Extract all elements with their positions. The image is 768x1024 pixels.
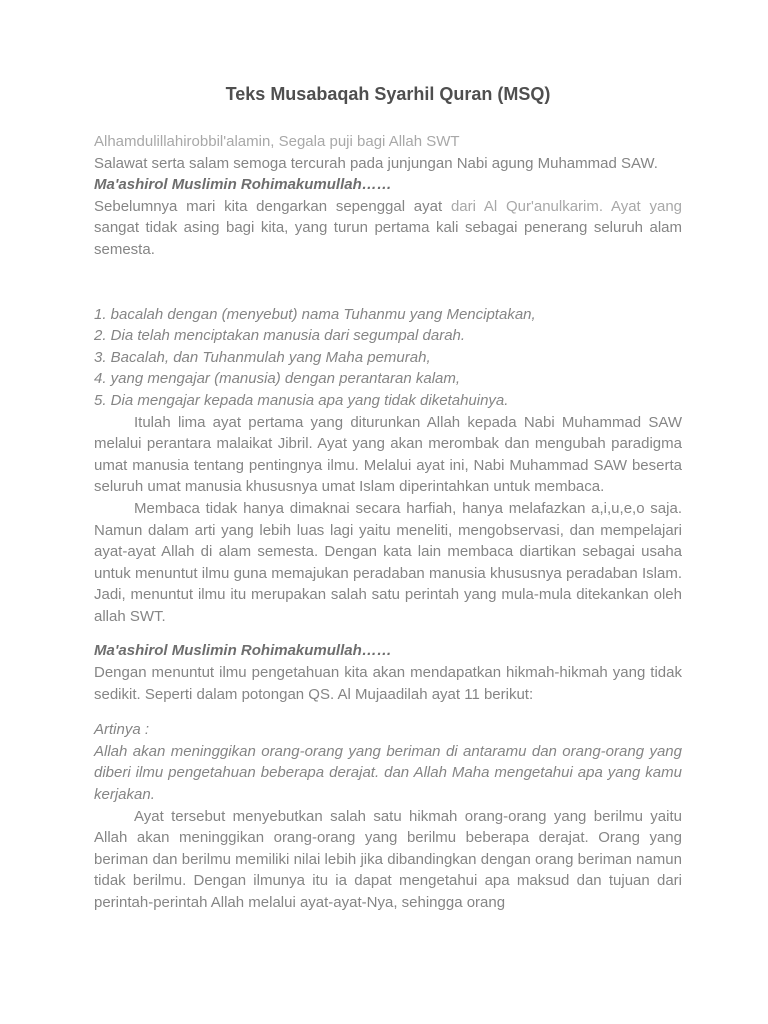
verse-line-1: 1. bacalah dengan (menyebut) nama Tuhanmu yang Menciptakan, <box>94 305 536 323</box>
explanation-paragraph-1: Itulah lima ayat pertama yang diturunkan Allah kepada Nabi Muhammad SAW melalui perantara malaikat Jibril. Ayat yang akan merombak dan mengubah paradigma umat manusia tentang pentingnya ilmu. Melalui ayat ini, Nabi Muhammad SAW beserta seluruh umat manusia khususnya umat Islam diperintahkan untuk membaca. <box>94 413 682 496</box>
verse-line-2: 2. Dia telah menciptakan manusia dari segumpal darah. <box>94 327 466 345</box>
quran-verse-list <box>94 304 682 412</box>
artinya-label: Artinya : <box>94 721 150 739</box>
hikmah-paragraph: Dengan menuntut ilmu pengetahuan kita akan mendapatkan hikmah-hikmah yang tidak sedikit. Seperti dalam potongan QS. Al Mujaadilah ayat 11 berikut: <box>94 664 682 703</box>
verse-translation: Allah akan meninggikan orang-orang yang beriman di antaramu dan orang-orang yang diberi ilmu pengetahuan beberapa derajat. dan Allah Maha mengetahui apa yang kamu kerjakan. <box>94 742 682 804</box>
intro-segment-3: sangat tidak asing bagi kita, yang turun pertama kali sebagai penerang seluruh alam semesta. <box>94 219 682 258</box>
audience-greeting-1: Ma'ashirol Muslimin Rohimakumullah…… <box>94 176 392 194</box>
verse-line-3: 3. Bacalah, dan Tuhanmulah yang Maha pemurah, <box>94 348 431 366</box>
verse-line-5: 5. Dia mengajar kepada manusia apa yang tidak diketahuinya. <box>94 391 509 409</box>
opening-line: Alhamdulillahirobbil'alamin, Segala puji bagi Allah SWT <box>94 133 460 150</box>
intro-segment-2: dari Al Qur'anulkarim. Ayat yang <box>450 197 683 215</box>
audience-greeting-2: Ma'ashirol Muslimin Rohimakumullah…… <box>94 642 392 660</box>
explanation-paragraph-2: Membaca tidak hanya dimaknai secara harfiah, hanya melafazkan a,i,u,e,o saja. Namun dalam arti yang lebih luas lagi yaitu meneliti, mengobservasi, dan mempelajari ayat-ayat Allah di alam semesta. Dengan kata lain membaca diartikan sebagai usaha untuk menuntut ilmu guna memajukan peradaban manusia khususnya peradaban Islam. Jadi, menuntut ilmu itu merupakan salah satu perintah yang mula-mula ditekankan oleh allah SWT. <box>94 499 682 625</box>
closing-paragraph: Ayat tersebut menyebutkan salah satu hikmah orang-orang yang berilmu yaitu Allah akan meninggikan orang-orang yang berilmu beberapa derajat. Orang yang beriman dan berilmu memiliki nilai lebih jika dibandingkan dengan orang beriman namun tidak berilmu. Dengan ilmunya itu ia dapat mengetahui apa maksud dan tujuan dari perintah-perintah Allah melalui ayat-ayat-Nya, sehingga orang <box>94 807 682 911</box>
salutation-line: Salawat serta salam semoga tercurah pada junjungan Nabi agung Muhammad SAW. <box>94 154 658 172</box>
intro-paragraph <box>94 196 682 261</box>
intro-segment-1: Sebelumnya mari kita dengarkan sepenggal ayat <box>94 197 451 215</box>
document-title: Teks Musabaqah Syarhil Quran (MSQ) <box>225 84 551 104</box>
verse-line-4: 4. yang mengajar (manusia) dengan perantaran kalam, <box>94 370 461 388</box>
